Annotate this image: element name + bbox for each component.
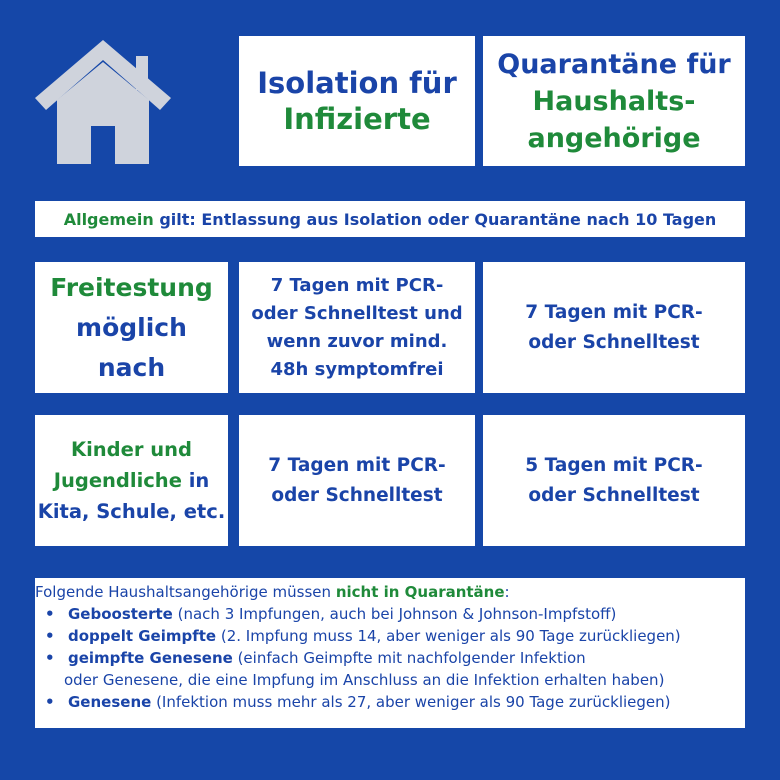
- row1-isolation-line: 7 Tagen mit PCR-: [270, 274, 444, 296]
- item-text: (2. Impfung muss 14, aber weniger als 90 Tage zurückliegen): [216, 627, 681, 645]
- row1-label-line2: möglich: [76, 312, 187, 342]
- list-item: [35, 691, 745, 713]
- quarantine-title-line1: Quarantäne für: [497, 48, 731, 80]
- row2-isolation-cell: [239, 415, 475, 546]
- exemptions-list: [35, 603, 745, 713]
- general-rule-banner: [35, 201, 745, 237]
- item-bold: geimpfte Genesene: [68, 649, 233, 667]
- notes-intro-prefix: Folgende Haushaltsangehörige müssen: [35, 583, 336, 601]
- row1-label-line3: nach: [97, 352, 166, 382]
- general-rule-text: gilt: Entlassung aus Isolation oder Quarantäne nach 10 Tagen: [153, 209, 717, 229]
- row1-quarantine-cell: [483, 262, 745, 393]
- row2-label-line3: Kita, Schule, etc.: [37, 500, 226, 523]
- row1-isolation-cell: [239, 262, 475, 393]
- row2-label-line2b: in: [181, 469, 210, 492]
- notes-intro: [35, 581, 745, 603]
- row1-quarantine-line: oder Schnelltest: [528, 331, 700, 353]
- row2-quarantine-line: 5 Tagen mit PCR-: [525, 454, 703, 476]
- row2-isolation-line: 7 Tagen mit PCR-: [268, 454, 446, 476]
- item-text: (einfach Geimpfte mit nachfolgender Infektion: [232, 649, 586, 667]
- exemptions-notes: [35, 578, 745, 728]
- item-bold: Geboosterte: [68, 605, 173, 623]
- row2-label-line2a: Jugendliche: [53, 469, 182, 492]
- bullet-icon: •: [45, 693, 55, 711]
- isolation-title-line1: Isolation für: [257, 66, 457, 100]
- quarantine-title-line2: Haushalts-: [532, 85, 696, 117]
- general-rule-prefix: Allgemein: [63, 209, 154, 229]
- list-item: [35, 647, 745, 691]
- row1-isolation-line: wenn zuvor mind.: [266, 330, 448, 352]
- item-text: (Infektion muss mehr als 27, aber weniger als 90 Tage zurückliegen): [151, 693, 671, 711]
- row2-quarantine-line: oder Schnelltest: [528, 484, 700, 506]
- notes-intro-suffix: :: [504, 583, 510, 601]
- isolation-title-line2: Infizierte: [283, 102, 431, 136]
- header-isolation: [239, 36, 475, 166]
- row2-quarantine-cell: [483, 415, 745, 546]
- item-bold: Genesene: [68, 693, 152, 711]
- bullet-icon: •: [45, 627, 55, 645]
- row1-label-line1: Freitestung: [50, 272, 213, 302]
- notes-intro-highlight: nicht in Quarantäne: [335, 583, 505, 601]
- item-bold: doppelt Geimpfte: [68, 627, 217, 645]
- item-text: (nach 3 Impfungen, auch bei Johnson & Johnson-Impfstoff): [172, 605, 617, 623]
- house-icon: [33, 38, 173, 166]
- list-item: [35, 625, 745, 647]
- row-label-kinder: [35, 415, 228, 546]
- item-continuation: oder Genesene, die eine Impfung im Anschluss an die Infektion erhalten haben): [64, 671, 665, 689]
- list-item: [35, 603, 745, 625]
- row-label-freitestung: [35, 262, 228, 393]
- header-quarantine: [483, 36, 745, 166]
- bullet-icon: •: [45, 605, 55, 623]
- row1-quarantine-line: 7 Tagen mit PCR-: [525, 301, 703, 323]
- row1-isolation-line: oder Schnelltest und: [251, 302, 463, 324]
- row1-isolation-line: 48h symptomfrei: [270, 358, 444, 380]
- row2-label-line1: Kinder und: [71, 438, 192, 461]
- quarantine-title-line3: angehörige: [527, 122, 701, 154]
- row2-isolation-line: oder Schnelltest: [271, 484, 443, 506]
- bullet-icon: •: [45, 649, 55, 667]
